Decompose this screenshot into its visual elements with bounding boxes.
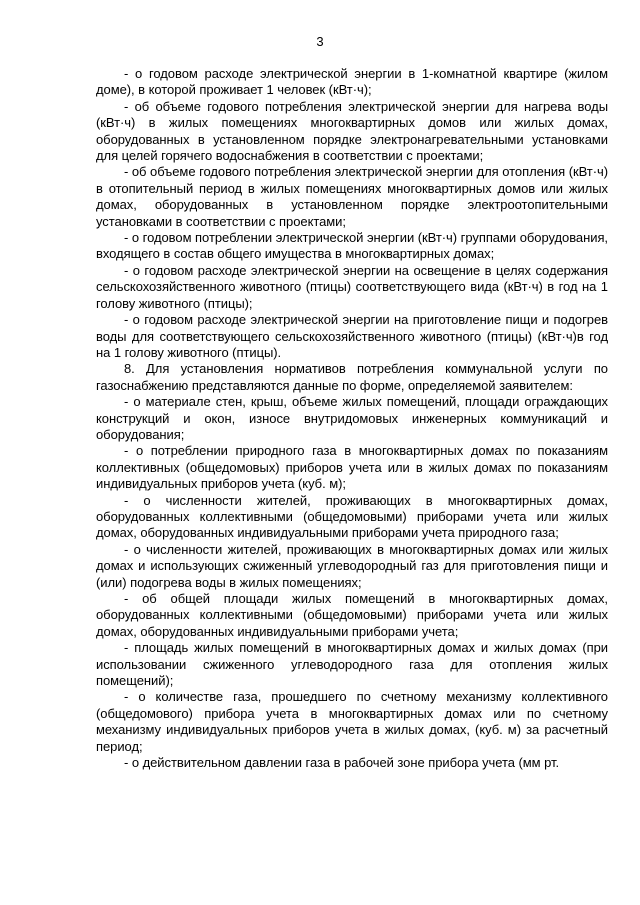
paragraph-10: - о численности жителей, проживающих в многоквартирных домах, оборудованных коллективными (общедомовыми) приборами учета или жилых домах, оборудованных индивидуальными приборами учета природного газа; xyxy=(96,492,608,541)
paragraph-13: - площадь жилых помещений в многоквартирных домах и жилых домах (при использовании сжиженного углеводородного газа для отопления жилых помещений); xyxy=(96,640,608,689)
paragraph-3: - об объеме годового потребления электрической энергии для отопления (кВт·ч) в отопительный период в жилых помещениях многоквартирных домов или жилых домах, оборудованных в установленном порядке электроотопительными установками в соответствии с проектами; xyxy=(96,164,608,229)
paragraph-8: - о материале стен, крыш, объеме жилых помещений, площади ограждающих конструкций и окон, износе внутридомовых инженерных коммуникаций и оборудования; xyxy=(96,394,608,442)
paragraph-6: - о годовом расходе электрической энергии на приготовление пищи и подогрев воды для соответствующего сельскохозяйственного животного (птицы) (кВт·ч)в год на 1 голову животного (птицы). xyxy=(96,312,608,360)
paragraph-2: - об объеме годового потребления электрической энергии для нагрева воды (кВт·ч) в жилых помещениях многоквартирных домов или жилых домах, оборудованных в установленном порядке электронагревательными установками для целей горячего водоснабжения в соответствии с проектами; xyxy=(96,98,608,164)
document-body xyxy=(96,66,608,771)
paragraph-5: - о годовом расходе электрической энергии на освещение в целях содержания сельскохозяйственного животного (птицы) соответствующего вида (кВт·ч) в год на 1 голову животного (птицы); xyxy=(96,262,608,311)
paragraph-12: - об общей площади жилых помещений в многоквартирных домах, оборудованных коллективными (общедомовыми) приборами учета или жилых домах, оборудованных индивидуальными приборами учета; xyxy=(96,591,608,639)
paragraph-9: - о потреблении природного газа в многоквартирных домах по показаниям коллективных (общедомовых) приборов учета или в жилых домах по показаниям индивидуальных приборов учета (куб. м); xyxy=(96,443,608,492)
paragraph-7-section-8: 8. Для установления нормативов потребления коммунальной услуги по газоснабжению представляются данные по форме, определяемой заявителем: xyxy=(96,361,608,393)
paragraph-15: - о действительном давлении газа в рабочей зоне прибора учета (мм рт. xyxy=(124,755,560,771)
page-number: 3 xyxy=(316,34,324,49)
paragraph-14: - о количестве газа, прошедшего по счетному механизму коллективного (общедомового) прибора учета в многоквартирных домах или по счетному механизму индивидуальных приборов учета в жилых домах, (куб. м) за расчетный период; xyxy=(96,689,608,754)
paragraph-1: - о годовом расходе электрической энергии в 1-комнатной квартире (жилом доме), в которой проживает 1 человек (кВт·ч); xyxy=(96,66,608,98)
paragraph-4: - о годовом потреблении электрической энергии (кВт·ч) группами оборудования, входящего в состав общего имущества в многоквартирных домах; xyxy=(96,230,608,262)
paragraph-11: - о численности жителей, проживающих в многоквартирных домах или жилых домах и использующих сжиженный углеводородный газ для приготовления пищи и (или) подогрева воды в жилых помещениях; xyxy=(96,541,608,590)
